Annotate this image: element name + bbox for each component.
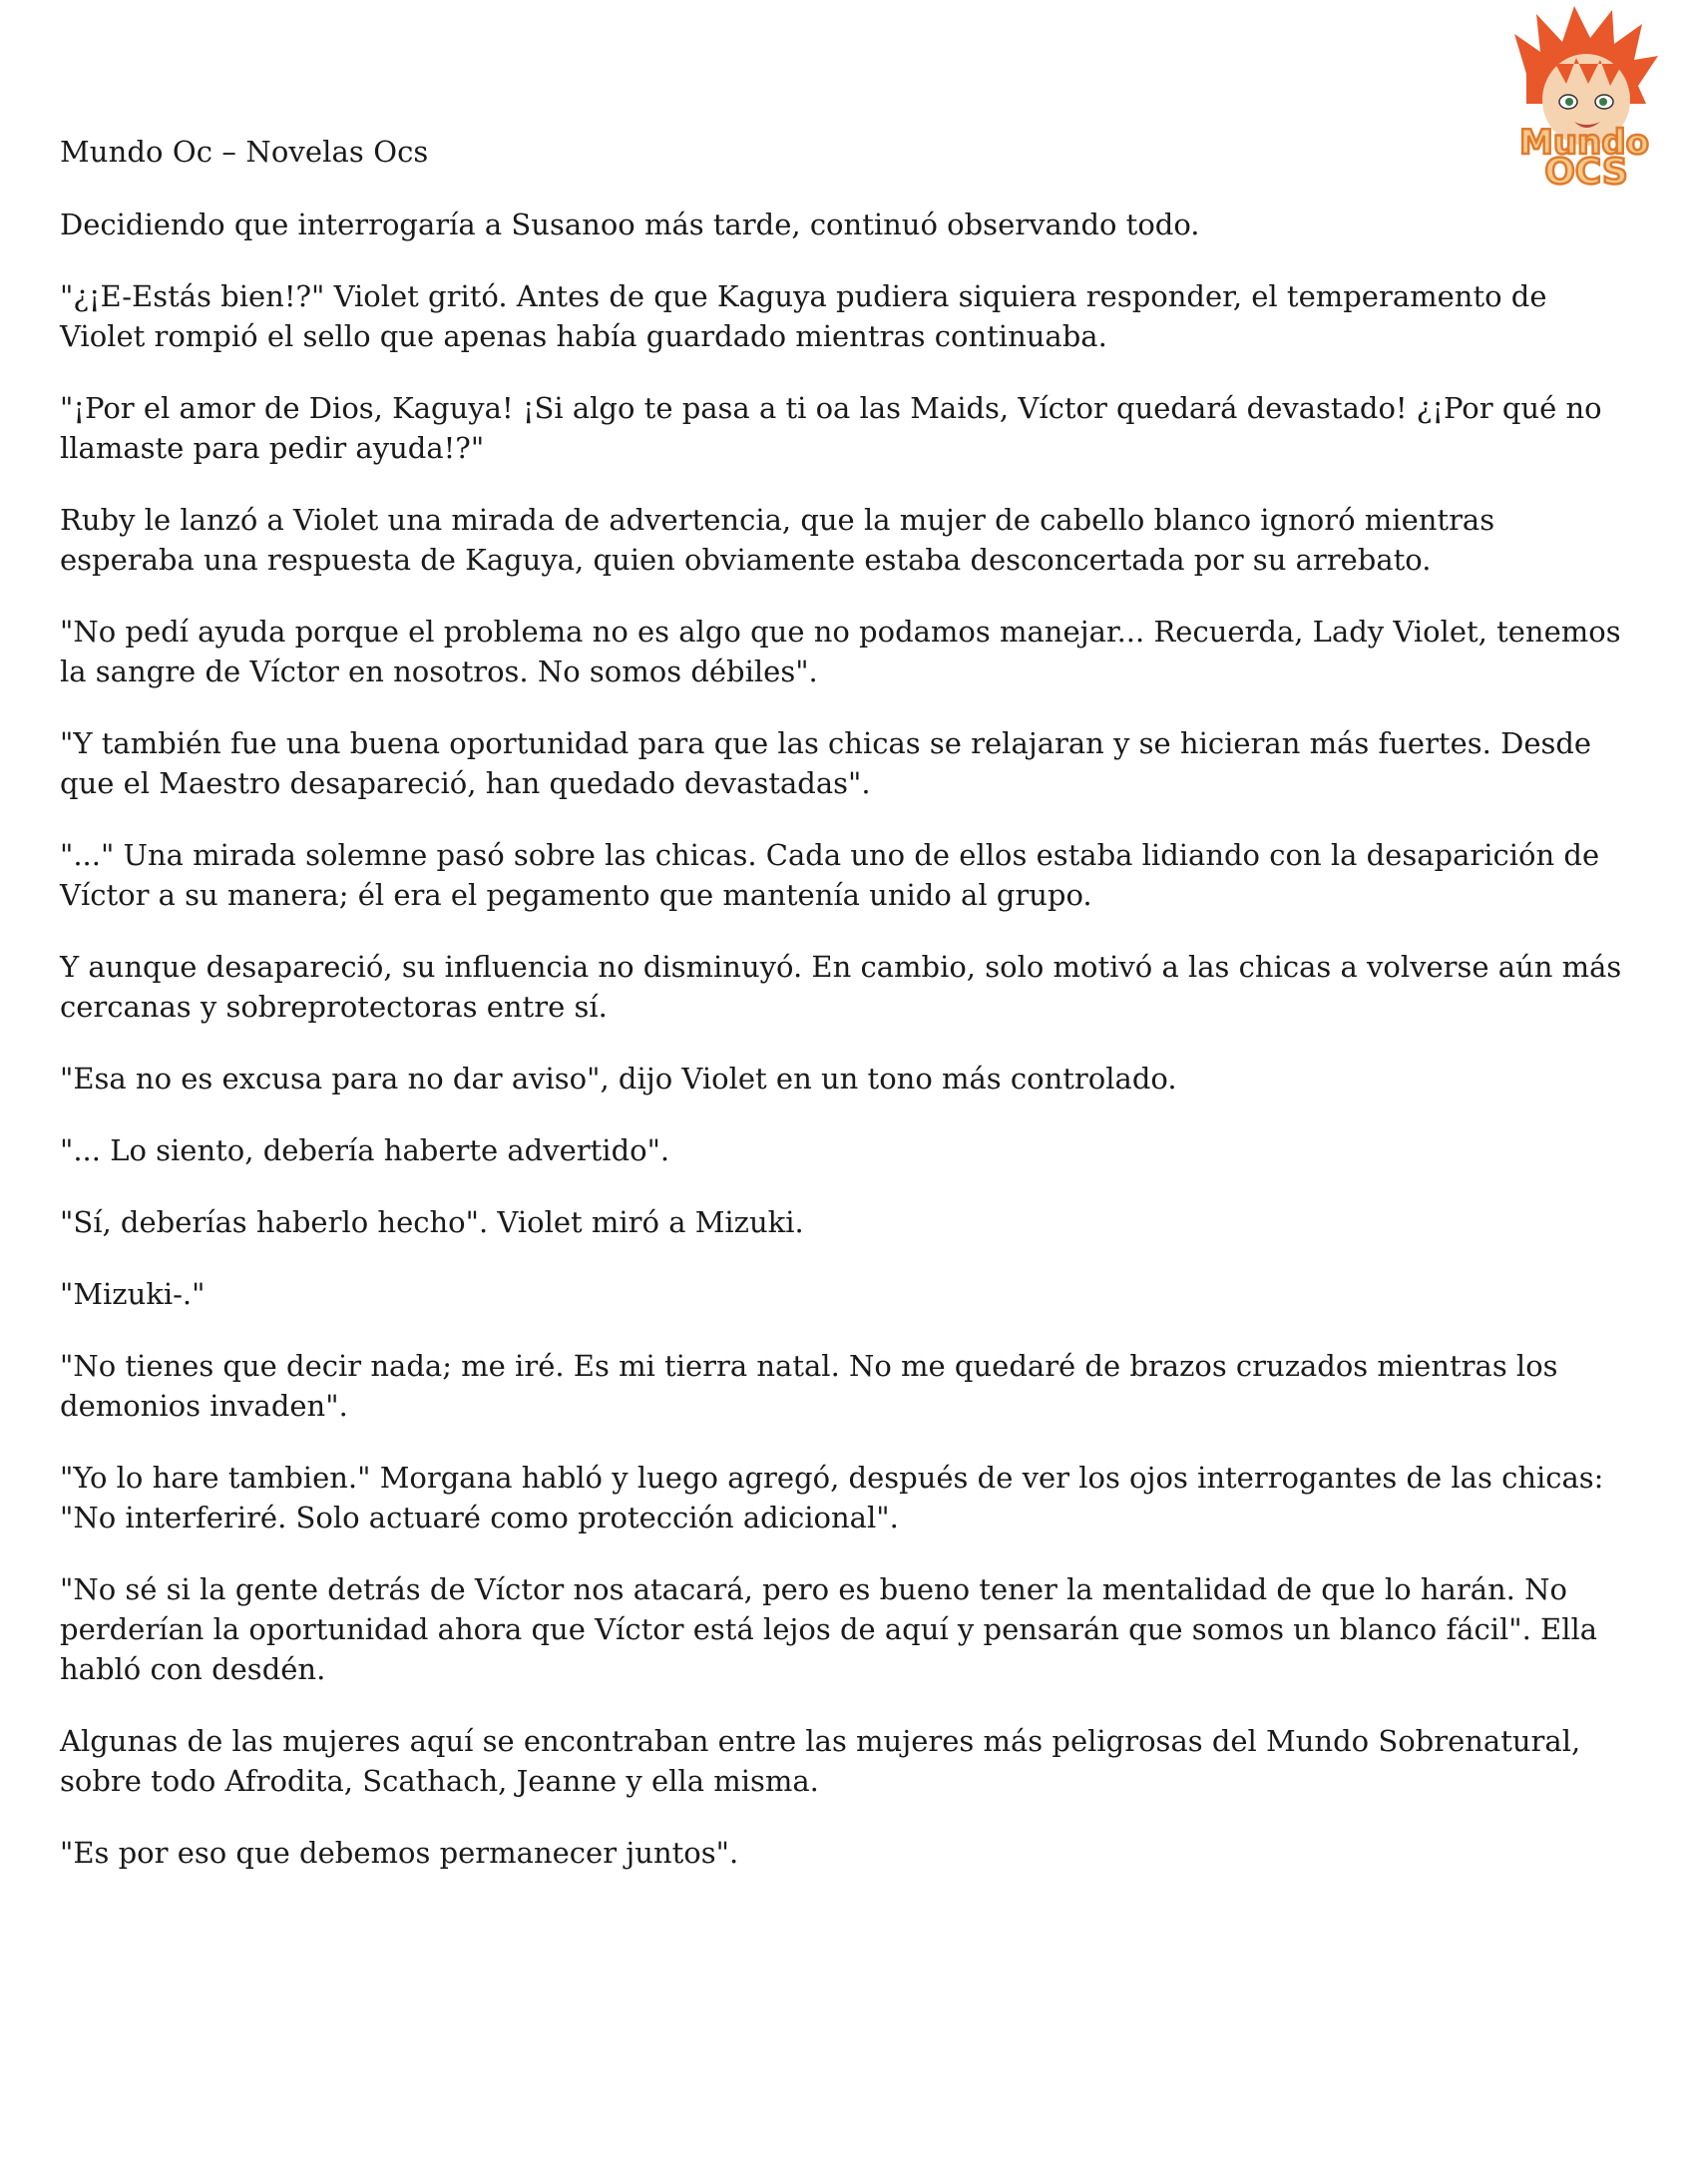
mundo-ocs-logo <box>1496 4 1672 188</box>
paragraph: "... Lo siento, debería haberte advertido". <box>60 1133 670 1167</box>
paragraph: "No pedí ayuda porque el problema no es algo que no podamos manejar... Recuerda, Lady Violet, tenemos la sangre de Víctor en nosotros. No somos débiles". <box>60 615 1621 688</box>
header-title: Mundo Oc – Novelas Ocs <box>60 135 429 169</box>
paragraph: Algunas de las mujeres aquí se encontraban entre las mujeres más peligrosas del Mundo Sobrenatural, sobre todo Afrodita, Scathach, Jeanne y ella misma. <box>60 1724 1581 1798</box>
document-body <box>60 205 1636 1905</box>
paragraph: Decidiendo que interrogaría a Susanoo más tarde, continuó observando todo. <box>60 208 1200 241</box>
paragraph: "Esa no es excusa para no dar aviso", dijo Violet en un tono más controlado. <box>60 1062 1177 1095</box>
paragraph: "¿¡E-Estás bien!?" Violet gritó. Antes de que Kaguya pudiera siquiera responder, el temperamento de Violet rompió el sello que apenas había guardado mientras continuaba. <box>60 279 1547 353</box>
paragraph: "Es por eso que debemos permanecer juntos". <box>60 1836 739 1870</box>
paragraph: "No sé si la gente detrás de Víctor nos atacará, pero es bueno tener la mentalidad de que lo harán. No perderían la oportunidad ahora que Víctor está lejos de aquí y pensarán que somos un blanco fácil". Ella habló con desdén. <box>60 1572 1598 1686</box>
paragraph: "No tienes que decir nada; me iré. Es mi tierra natal. No me quedaré de brazos cruzados mientras los demonios invaden". <box>60 1349 1558 1423</box>
paragraph: "Mizuki-." <box>60 1277 206 1311</box>
paragraph: "Sí, deberías haberlo hecho". Violet miró a Mizuki. <box>60 1205 804 1239</box>
logo-text-bottom: OCS <box>1544 152 1628 188</box>
logo-text-top: Mundo <box>1519 123 1649 163</box>
paragraph: Ruby le lanzó a Violet una mirada de advertencia, que la mujer de cabello blanco ignoró mientras esperaba una respuesta de Kaguya, quien obviamente estaba desconcertada por su arrebato. <box>60 503 1495 577</box>
paragraph: "Yo lo hare tambien." Morgana habló y luego agregó, después de ver los ojos interrogantes de las chicas: "No interferiré. Solo actuaré como protección adicional". <box>60 1461 1604 1534</box>
paragraph: "..." Una mirada solemne pasó sobre las chicas. Cada uno de ellos estaba lidiando con la desaparición de Víctor a su manera; él era el pegamento que mantenía unido al grupo. <box>60 838 1600 912</box>
paragraph: Y aunque desapareció, su influencia no disminuyó. En cambio, solo motivó a las chicas a volverse aún más cercanas y sobreprotectoras entre sí. <box>60 950 1622 1024</box>
paragraph: "Y también fue una buena oportunidad para que las chicas se relajaran y se hicieran más fuertes. Desde que el Maestro desapareció, han quedado devastadas". <box>60 726 1592 800</box>
paragraph: "¡Por el amor de Dios, Kaguya! ¡Si algo te pasa a ti oa las Maids, Víctor quedará devastado! ¿¡Por qué no llamaste para pedir ayuda!?" <box>60 391 1602 465</box>
